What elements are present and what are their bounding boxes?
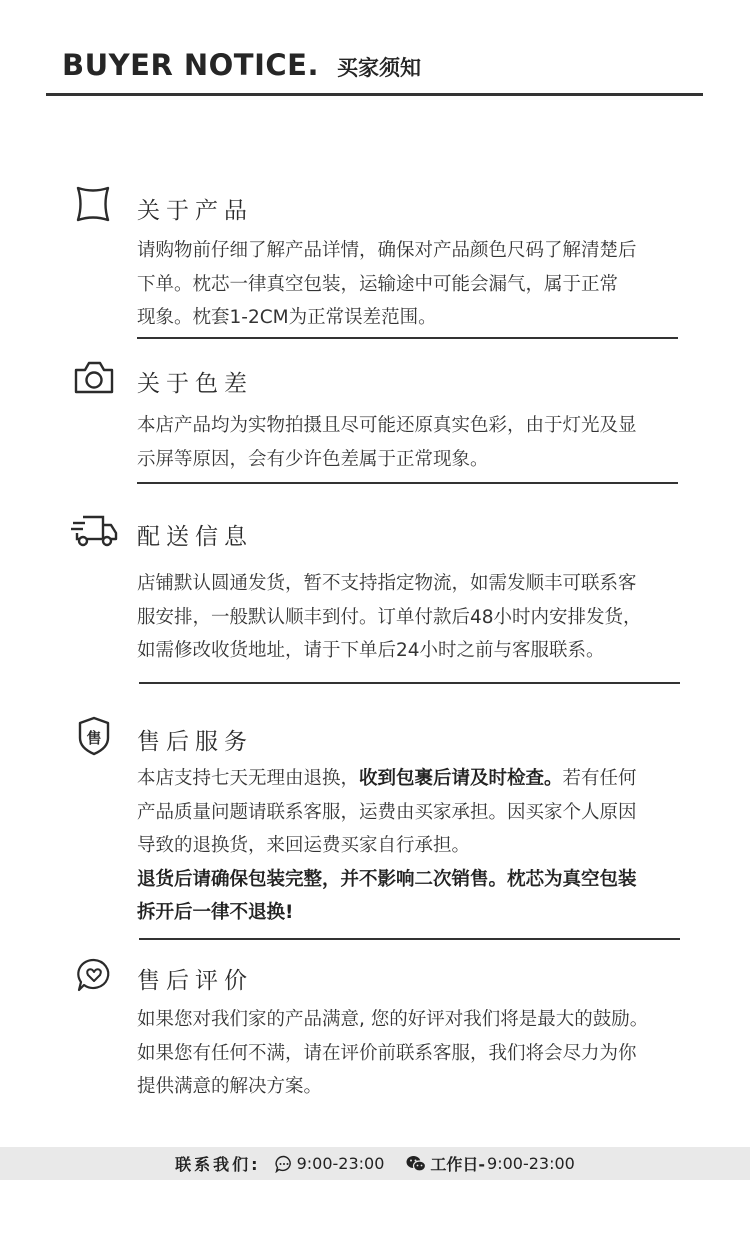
text-line: 产品质量问题请联系客服，运费由买家承担。因买家个人原因 <box>137 801 637 823</box>
text-line-bold <box>137 896 677 930</box>
text-normal: 本店支持七天无理由退换， <box>137 768 360 789</box>
text-line: 提供满意的解决方案。 <box>137 1076 323 1097</box>
section-divider <box>137 482 678 484</box>
text-line <box>137 762 677 796</box>
text-line: 下单。枕芯一律真空包装，运输途中可能会漏气，属于正常 <box>137 273 619 295</box>
chat-bubble-icon <box>275 1155 293 1173</box>
workday-label: 工作日- <box>430 1155 486 1174</box>
section-divider <box>137 337 678 339</box>
text-line-bold <box>137 863 677 897</box>
text-line: 导致的退换货，来回运费买家自行承担。 <box>137 835 471 856</box>
section-divider <box>139 938 680 940</box>
text-line: 请购物前仔细了解产品详情，确保对产品颜色尺码了解清楚后 <box>137 240 637 261</box>
camera-icon <box>73 359 115 395</box>
wechat-icon <box>406 1155 426 1172</box>
shield-char: 售 <box>86 729 102 747</box>
pillow-icon <box>75 185 111 223</box>
text-normal: 若有任何 <box>562 768 637 789</box>
text-emphasis: 拆开后一律不退换! <box>137 902 294 923</box>
header-title-cn: 买家须知 <box>337 56 421 80</box>
text-line: 店铺默认圆通发货，暂不支持指定物流，如需发顺丰可联系客 <box>137 573 637 594</box>
text-line: 如需修改收货地址，请于下单后24小时之前与客服联系。 <box>137 640 605 661</box>
section-divider <box>139 682 680 684</box>
text-line: 现象。枕套1-2CM为正常误差范围。 <box>137 307 437 328</box>
text-line: 如果您有任何不满，请在评价前联系客服，我们将会尽力为你 <box>137 1042 637 1064</box>
shield-shou-icon <box>77 716 111 756</box>
section-body-delivery <box>137 567 677 668</box>
workday-hours: 9:00-23:00 <box>487 1154 575 1173</box>
text-line: 示屏等原因，会有少许色差属于正常现象。 <box>137 448 489 470</box>
notice-header <box>62 48 421 88</box>
text-line: 如果您对我们家的产品满意, 您的好评对我们将是最大的鼓励。 <box>137 1009 649 1030</box>
text-emphasis: 退货后请确保包装完整，并不影响二次销售。枕芯为真空包装 <box>137 868 637 890</box>
section-body-review <box>137 1003 677 1104</box>
section-body-aftersales <box>137 762 677 930</box>
section-title-color: 关于色差 <box>137 371 253 397</box>
section-title-aftersales: 售后服务 <box>137 729 253 755</box>
text-line: 本店产品均为实物拍摄且尽可能还原真实色彩，由于灯光及显 <box>137 415 637 436</box>
text-emphasis: 收到包裹后请及时检查。 <box>359 768 563 789</box>
contact-bar <box>0 1147 750 1180</box>
text-line: 服安排，一般默认顺丰到付。订单付款后48小时内安排发货， <box>137 606 642 628</box>
section-title-delivery: 配送信息 <box>137 524 253 550</box>
section-body-product <box>137 234 677 335</box>
heart-chat-icon <box>76 957 112 993</box>
header-divider <box>46 93 703 96</box>
section-title-review: 售后评价 <box>137 968 253 994</box>
header-title-en: BUYER NOTICE. <box>62 48 319 82</box>
contact-label: 联系我们: <box>175 1155 261 1174</box>
delivery-truck-icon <box>71 513 119 549</box>
chat-hours: 9:00-23:00 <box>296 1154 385 1173</box>
section-body-color <box>137 409 677 476</box>
section-title-product: 关于产品 <box>137 198 253 224</box>
